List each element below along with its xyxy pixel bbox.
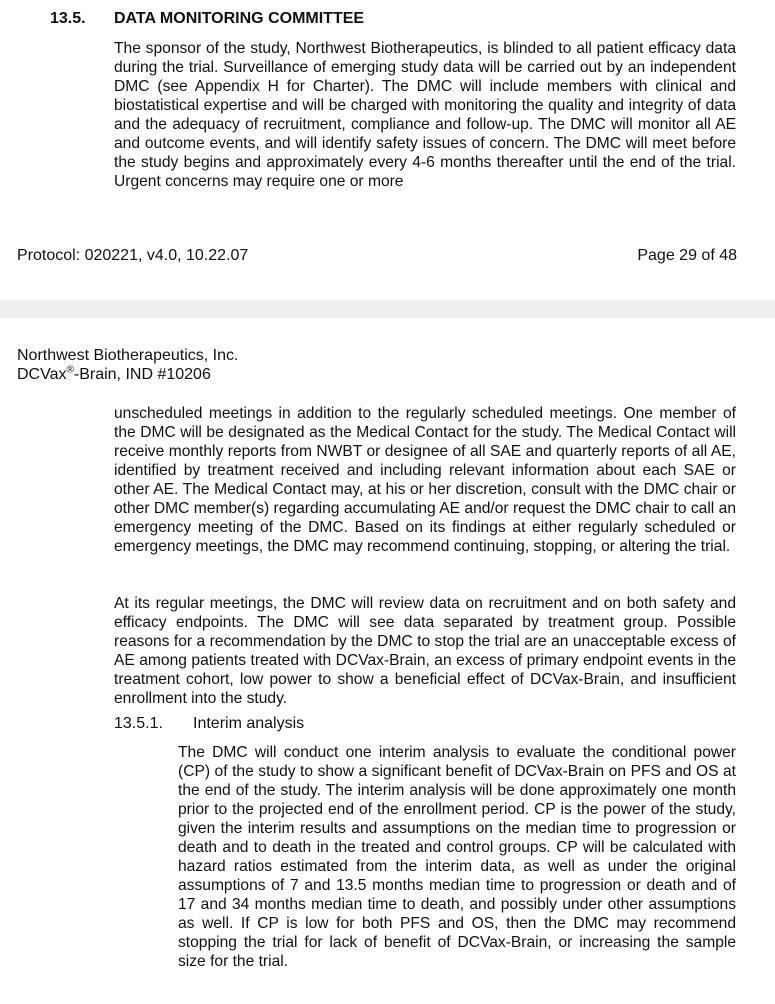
paragraph-dmc-intro: The sponsor of the study, Northwest Biotherapeutics, is blinded to all patient efficacy data during the trial. Surveillance of emerging study data will be carried out by an independent DMC (see Appendix H for Charter). The DMC will include members with clinical and biostatistical expertise and will be charged with monitoring the quality and integrity of data and the adequacy of recruitment, compliance and follow-up. The DMC will monitor all AE and outcome events, and will identify safety issues of concern. The DMC will meet before the study begins and approximately every 4-6 months thereafter until the end of the trial. Urgent concerns may require one or more — [114, 40, 736, 190]
page-number: Page 29 of 48 — [637, 247, 737, 264]
section-title: DATA MONITORING COMMITTEE — [114, 10, 365, 27]
registered-mark: ® — [66, 364, 74, 376]
subsection-title: Interim analysis — [193, 715, 305, 732]
subsection-number: 13.5.1. — [114, 715, 163, 732]
product-ind: -Brain, IND #10206 — [73, 366, 211, 383]
header-company: Northwest Biotherapeutics, Inc. — [17, 347, 239, 364]
page-separator — [0, 300, 775, 318]
header-product — [17, 366, 211, 384]
section-number: 13.5. — [50, 10, 86, 27]
product-name: DCVax — [17, 366, 67, 383]
paragraph-interim-analysis: The DMC will conduct one interim analysis to evaluate the conditional power (CP) of the study to show a significant benefit of DCVax-Brain on PFS and OS at the end of the study. The interim analysis will be done approximately one month prior to the projected end of the enrollment period. CP is the power of the study, given the interim results and assumptions on the median time to progression or death and to death in the treated and control groups. CP will be calculated with hazard ratios estimated from the interim data, as well as under the original assumptions of 7 and 13.5 months median time to progression or death and of 17 and 34 months median time to death, and possibly under other assumptions as well. If CP is low for both PFS and OS, then the DMC may recommend stopping the trial for lack of benefit of DCVax-Brain, or increasing the sample size for the trial. — [178, 744, 736, 970]
page-29 — [0, 0, 775, 300]
paragraph-regular-meetings: At its regular meetings, the DMC will review data on recruitment and on both safety and efficacy endpoints. The DMC will see data separated by treatment group. Possible reasons for a recommendation by the DMC to stop the trial are an unacceptable excess of AE among patients treated with DCVax-Brain, an excess of primary endpoint events in the treatment cohort, low power to show a beneficial effect of DCVax-Brain, and insufficient enrollment into the study. — [114, 595, 736, 707]
paragraph-meetings: unscheduled meetings in addition to the regularly scheduled meetings. One member of the DMC will be designated as the Medical Contact for the study. The Medical Contact will receive monthly reports from NWBT or designee of all SAE and quarterly reports of all AE, identified by treatment received and including relevant information about each SAE or other AE. The Medical Contact may, at his or her discretion, consult with the DMC chair or other DMC member(s) regarding accumulating AE and/or request the DMC chair to call an emergency meeting of the DMC. Based on its findings at either regularly scheduled or emergency meetings, the DMC may recommend continuing, stopping, or altering the trial. — [114, 405, 736, 555]
page-30 — [0, 318, 775, 1004]
protocol-footer: Protocol: 020221, v4.0, 10.22.07 — [17, 247, 249, 264]
